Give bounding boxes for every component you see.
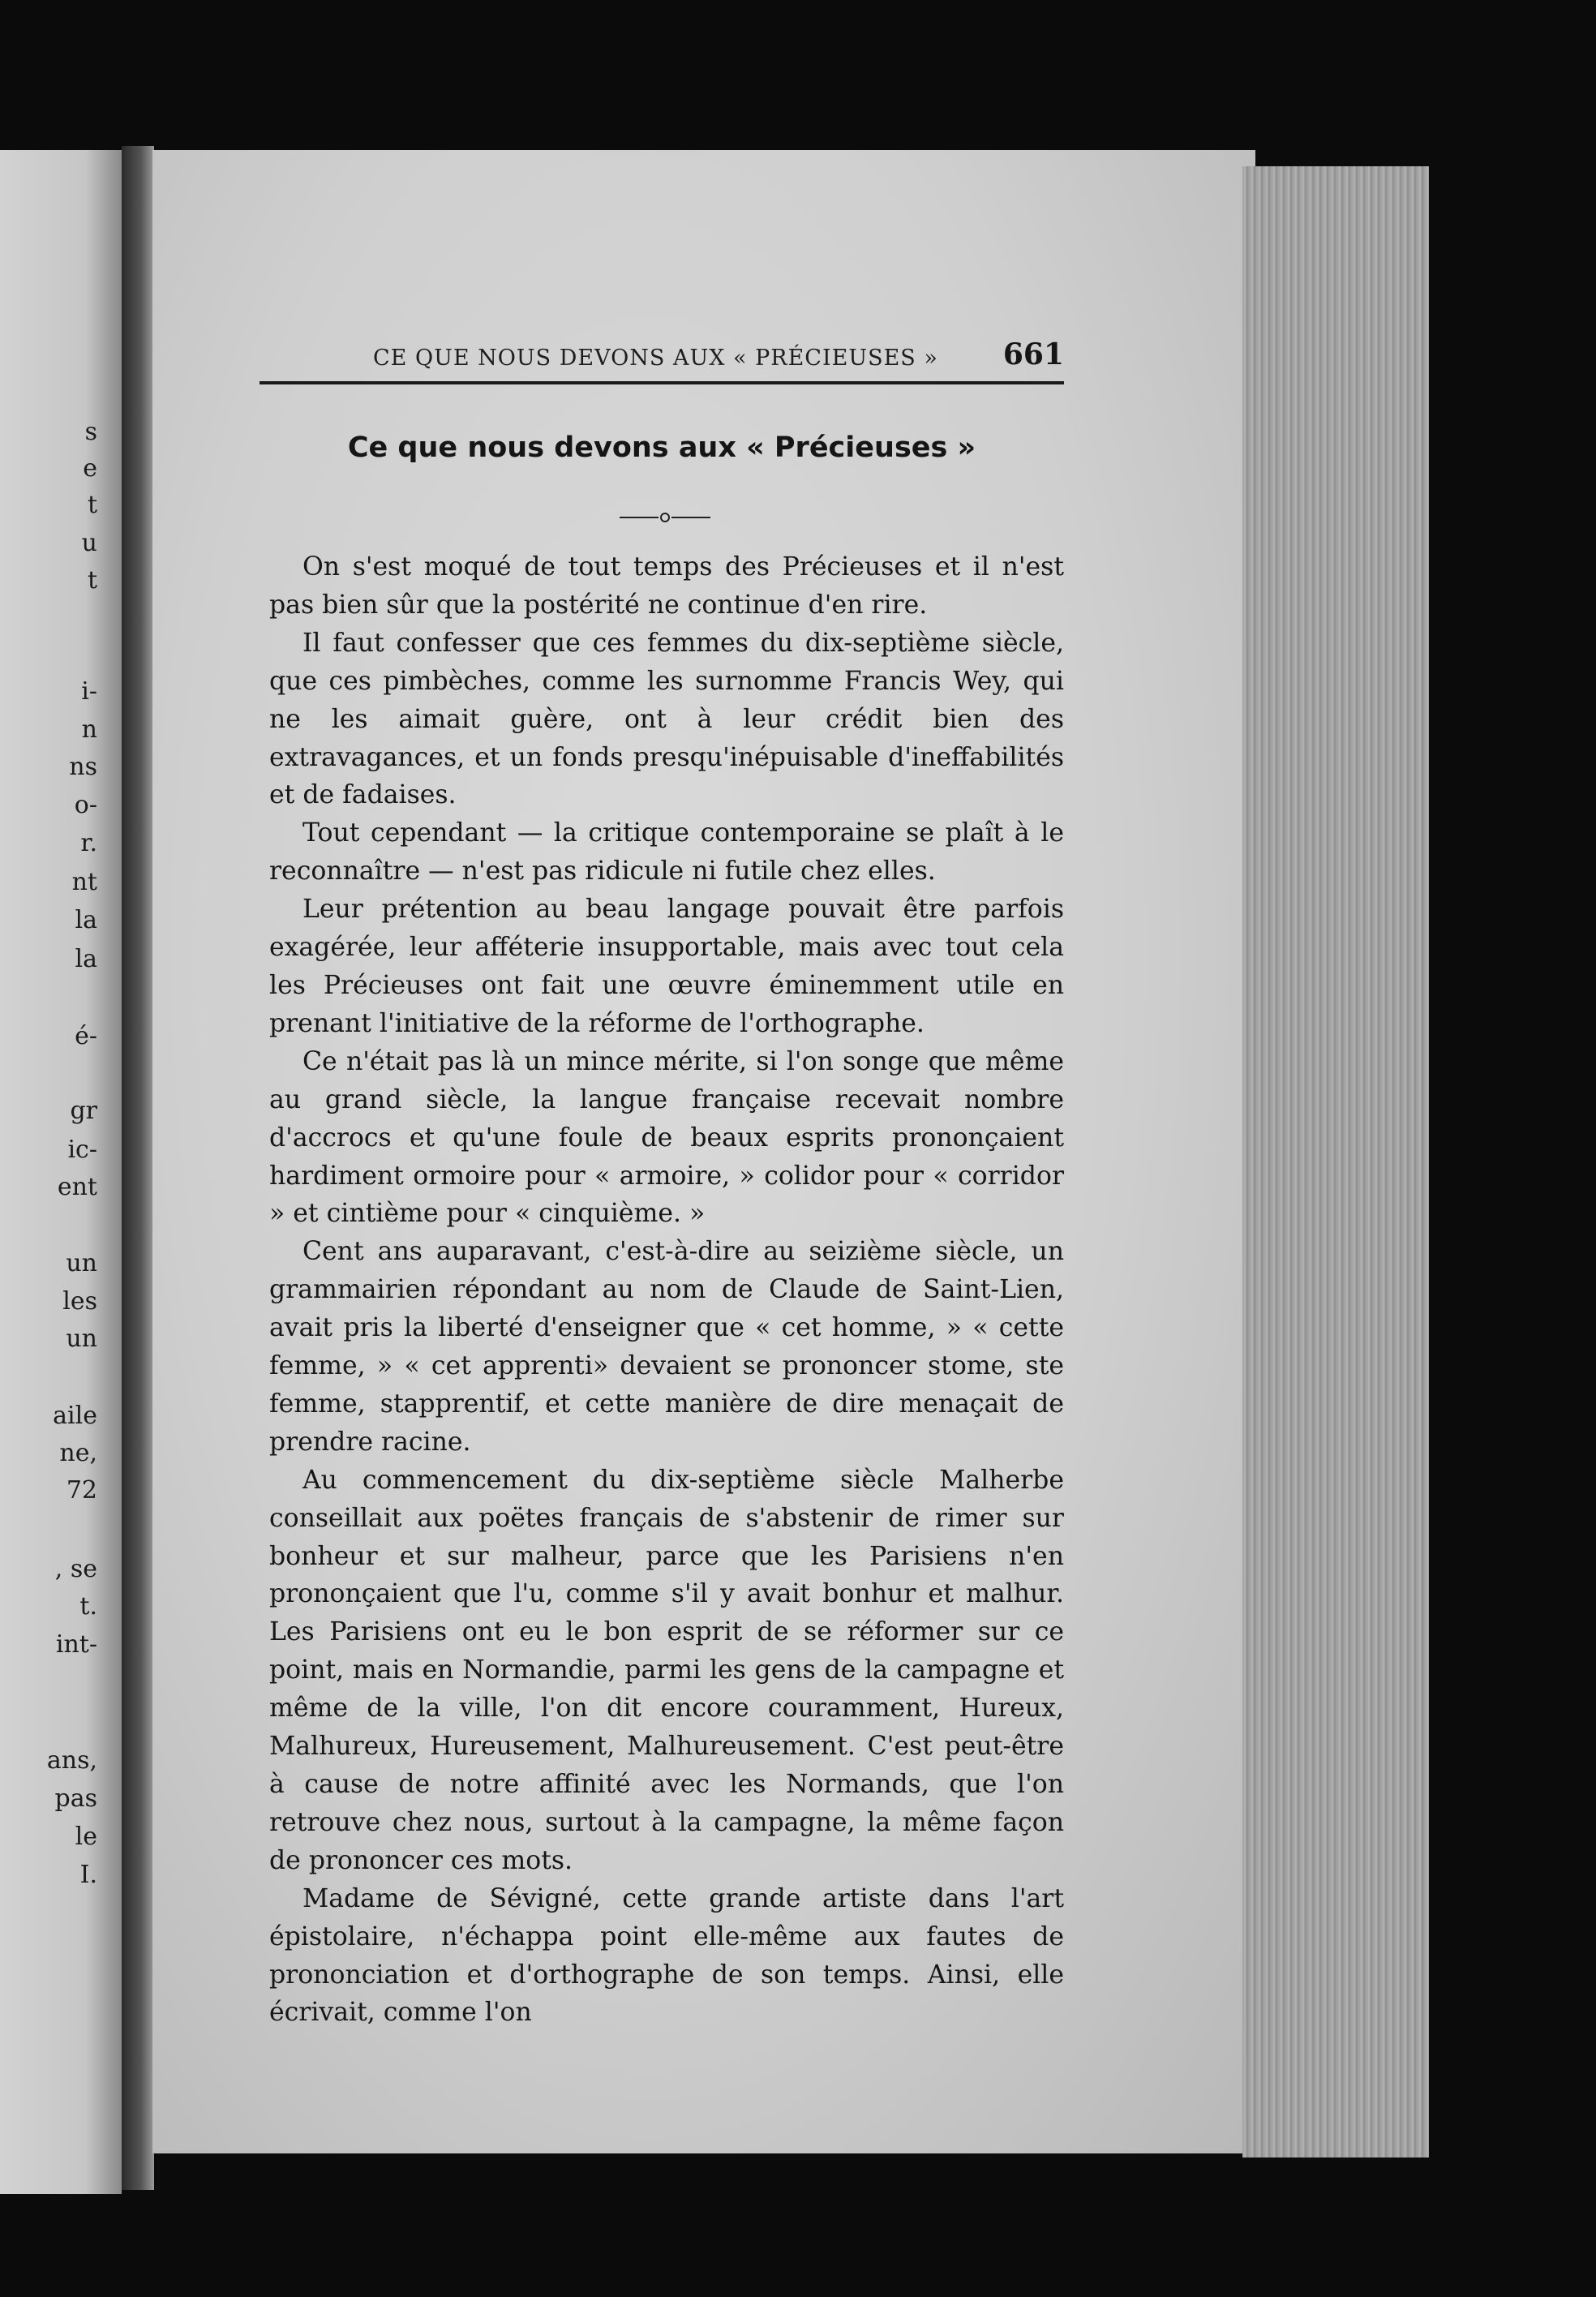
left-fragment: t [87, 566, 97, 595]
left-fragment: les [62, 1287, 97, 1316]
left-fragment: ne, [59, 1439, 97, 1467]
left-fragment: un [66, 1249, 97, 1277]
left-fragment: pas [54, 1784, 97, 1813]
left-fragment: t. [79, 1592, 97, 1621]
paragraph: On s'est moqué de tout temps des Précieuses et il n'est pas bien sûr que la postérité ne continue d'en rire. [269, 552, 1064, 620]
left-fragment: ic- [67, 1136, 97, 1164]
left-fragment: é- [75, 1022, 97, 1050]
paragraph: Au commencement du dix-septième siècle Malherbe conseillait aux poëtes français de s'abstenir de rimer sur bonheur et sur malheur, parce que les Parisiens n'en prononçaient que l'u, comme s'il y avait bonhur et malhur. Les Parisiens ont eu le bon esprit de se réformer sur ce point, mais en Normandie, parmi les gens de la campagne et même de la ville, l'on dit encore couramment, Hureux, Malhureux, Hureusement, Malhureusement. C'est peut-être à cause de notre affinité avec les Normands, que l'on retrouve chez nous, surtout à la campagne, la même façon de prononcer ces mots. [269, 1465, 1064, 1875]
left-fragment: i- [81, 677, 97, 706]
article-title: Ce que nous devons aux « Précieuses » [347, 431, 976, 464]
paragraph: Ce n'était pas là un mince mérite, si l'on songe que même au grand siècle, la langue française recevait nombre d'accrocs et qu'une foule de beaux esprits prononçaient hardiment ormoire pour « armoire, » colidor pour « corridor » et cintième pour « cinquième. » [269, 1046, 1064, 1229]
left-fragment: s [84, 418, 97, 446]
left-fragment: la [75, 906, 97, 934]
left-fragment: le [75, 1823, 97, 1851]
paragraph: Il faut confesser que ces femmes du dix-septième siècle, que ces pimbèches, comme les surnomme Francis Wey, qui ne les aimait guère, ont à leur crédit bien des extravagances, et un fonds presqu'inépuisable d'ineffabilités et de fadaises. [269, 628, 1064, 810]
book-gutter [122, 146, 154, 2190]
left-fragment: , se [54, 1555, 97, 1583]
left-fragment: u [81, 529, 97, 557]
left-fragment: r. [80, 829, 97, 857]
paragraph: Leur prétention au beau langage pouvait être parfois exagérée, leur afféterie insupportable, mais avec tout cela les Précieuses ont fait une œuvre éminemment utile en prenant l'initiative de la réforme de l'orthographe. [269, 895, 1064, 1038]
left-page [0, 150, 122, 2194]
left-fragment: I. [79, 1861, 97, 1889]
left-fragment: la [75, 945, 97, 973]
left-fragment: int- [55, 1630, 97, 1659]
paragraph: Madame de Sévigné, cette grande artiste dans l'art épistolaire, n'échappa point elle-même aux fautes de prononciation et d'orthographe de son temps. Ainsi, elle écrivait, comme l'on [269, 1883, 1064, 2028]
left-fragment: o- [74, 791, 97, 819]
left-fragment: 72 [66, 1476, 97, 1505]
page-header [260, 334, 1070, 383]
left-fragment: gr [70, 1097, 97, 1125]
left-fragment: ent [57, 1173, 97, 1201]
title-ornament [616, 509, 714, 526]
page-edges [1242, 166, 1429, 2157]
left-fragment: t [87, 491, 97, 519]
header-rule [260, 381, 1064, 384]
page-number: 661 [1002, 337, 1064, 371]
paragraph: Tout cependant — la critique contemporaine se plaît à le reconnaître — n'est pas ridicule ni futile chez elles. [269, 818, 1064, 887]
left-fragment: n [81, 715, 97, 744]
left-fragment: ans, [46, 1746, 97, 1775]
left-fragment: e [83, 454, 97, 483]
left-fragment: aile [53, 1402, 97, 1430]
article-body [269, 548, 1064, 2032]
left-fragment: ns [69, 753, 97, 781]
left-fragment: nt [71, 868, 97, 896]
running-head: CE QUE NOUS DEVONS AUX « PRÉCIEUSES » [373, 346, 938, 371]
paragraph: Cent ans auparavant, c'est-à-dire au seizième siècle, un grammairien répondant au nom de Claude de Saint-Lien, avait pris la liberté d'enseigner que « cet homme, » « cette femme, » « cet apprenti» devaient se prononcer stome, ste femme, stapprentif, et cette manière de dire menaçait de prendre racine. [269, 1237, 1064, 1457]
left-fragment: un [66, 1325, 97, 1353]
